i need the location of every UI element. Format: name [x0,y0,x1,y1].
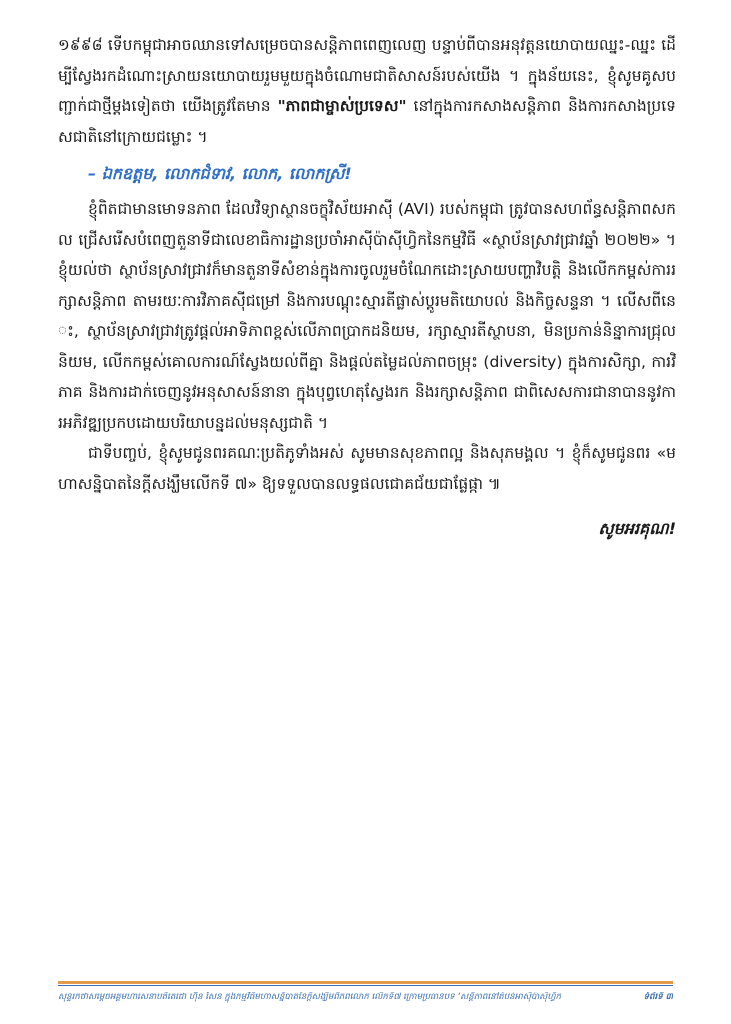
footer-divider-thin [58,985,673,986]
page-number: ទំព័រទី ៣ [643,992,673,1002]
closing-thanks: សូមអរគុណ! [598,519,676,538]
paragraph-1 [58,30,676,152]
salutation: – ឯកឧត្តម, លោកជំទាវ, លោក, លោកស្រី! [88,164,352,183]
paragraph-3: ជាទីបញ្ចប់, ខ្ញុំសូមជូនពរគណៈប្រតិភូទាំងអស់ សូមមានសុខភាពល្អ និងសុភមង្គល ។ ខ្ញុំក៏សូមជូនពរ «មហាសន្និបាតនៃក្តីសង្ឃឹមលើកទី ៧» ឱ្យទទួលបានលទ្ធផលជោគជ័យជាផ្លែផ្កា ៕ [58,444,676,493]
footer-caption: សុន្ទរកថាសម្តេចអគ្គមហាសេនាបតីតេជោ ហ៊ុន សែន ក្នុងកម្មវិធីមហាសន្និបាតនៃក្តីសង្ឃឹមពិភពលោក លើកទី៧ ក្រោមប្រធានបទ ‘សន្តិភាពនៅតំបន់អាស៊ីប៉ាស៊ីហ្វិក [58,992,561,1002]
paragraph-1-text-b: នៅក្នុងការកសាងសន្តិភាព និងការកសាងប្រទេសជាតិនៅក្រោយជម្លោះ ។ [58,97,676,146]
paragraph-2: ខ្ញុំពិតជាមានមោទនភាព ដែលវិទ្យាស្ថានចក្ខុវិស័យអាស៊ី (AVI) របស់កម្ពុជា ត្រូវបានសហព័ន្ធសន្តិភាពសកល ជ្រើសរើសបំពេញតួនាទីជាលេខាធិការដ្ឋានប្រចាំអាស៊ីប៉ាស៊ីហ្វិកនៃកម្មវិធី «ស្ថាប័នស្រាវជ្រាវឆ្នាំ ២០២២» ។ ខ្ញុំយល់ថា ស្ថាប័នស្រាវជ្រាវក៏មានតួនាទីសំខាន់ក្នុងការចូលរួមចំណែកដោះស្រាយបញ្ហាវិបត្តិ និងលើកកម្ពស់ការរក្សាសន្តិភាព តាមរយៈការវិភាគស៊ីជម្រៅ និងការបណ្តុះស្មារតីផ្លាស់ប្តូរមតិយោបល់ និងកិច្ចសន្ទនា ។ លើសពីនេះ, ស្ថាប័នស្រាវជ្រាវត្រូវផ្តល់អាទិភាពខ្ពស់លើភាពប្រាកដនិយម, រក្សាស្មារតីស្ថាបនា, មិនប្រកាន់និន្នាការជ្រុលនិយម, លើកកម្ពស់គោលការណ៍ស្វែងយល់ពីគ្នា និងផ្តល់តម្លៃដល់ភាពចម្រុះ (diversity) ក្នុងការសិក្សា, ការវិភាគ និងការដាក់ចេញនូវអនុសាសន៍នានា ក្នុងបុព្វហេតុស្វែងរក និងរក្សាសន្តិភាព ជាពិសេសការជានាបាននូវការអភិវឌ្ឍប្រកបដោយបរិយាបន្នដល់មនុស្សជាតិ ។ [58,200,676,432]
footer-divider [58,981,673,984]
ownership-phrase: "ភាពជាម្ចាស់ប្រទេស" [277,97,407,115]
speech-body [58,30,676,545]
paragraph-1-text-a: ១៩៩៨ ទើបកម្ពុជាអាចឈានទៅសម្រេចបានសន្តិភាពពេញលេញ បន្ទាប់ពីបានអនុវត្តនយោបាយឈ្នះ-ឈ្នះ ដើម្បីស្វែងរកដំណោះស្រាយនយោបាយរួមមួយក្នុងចំណោមជាតិសាសន៍របស់យើង ។ ក្នុងន័យនេះ, ខ្ញុំសូមគូសបញ្ជាក់ជាថ្មីម្តងទៀតថា យើងត្រូវតែមាន [58,36,676,115]
page-footer [58,992,673,1004]
